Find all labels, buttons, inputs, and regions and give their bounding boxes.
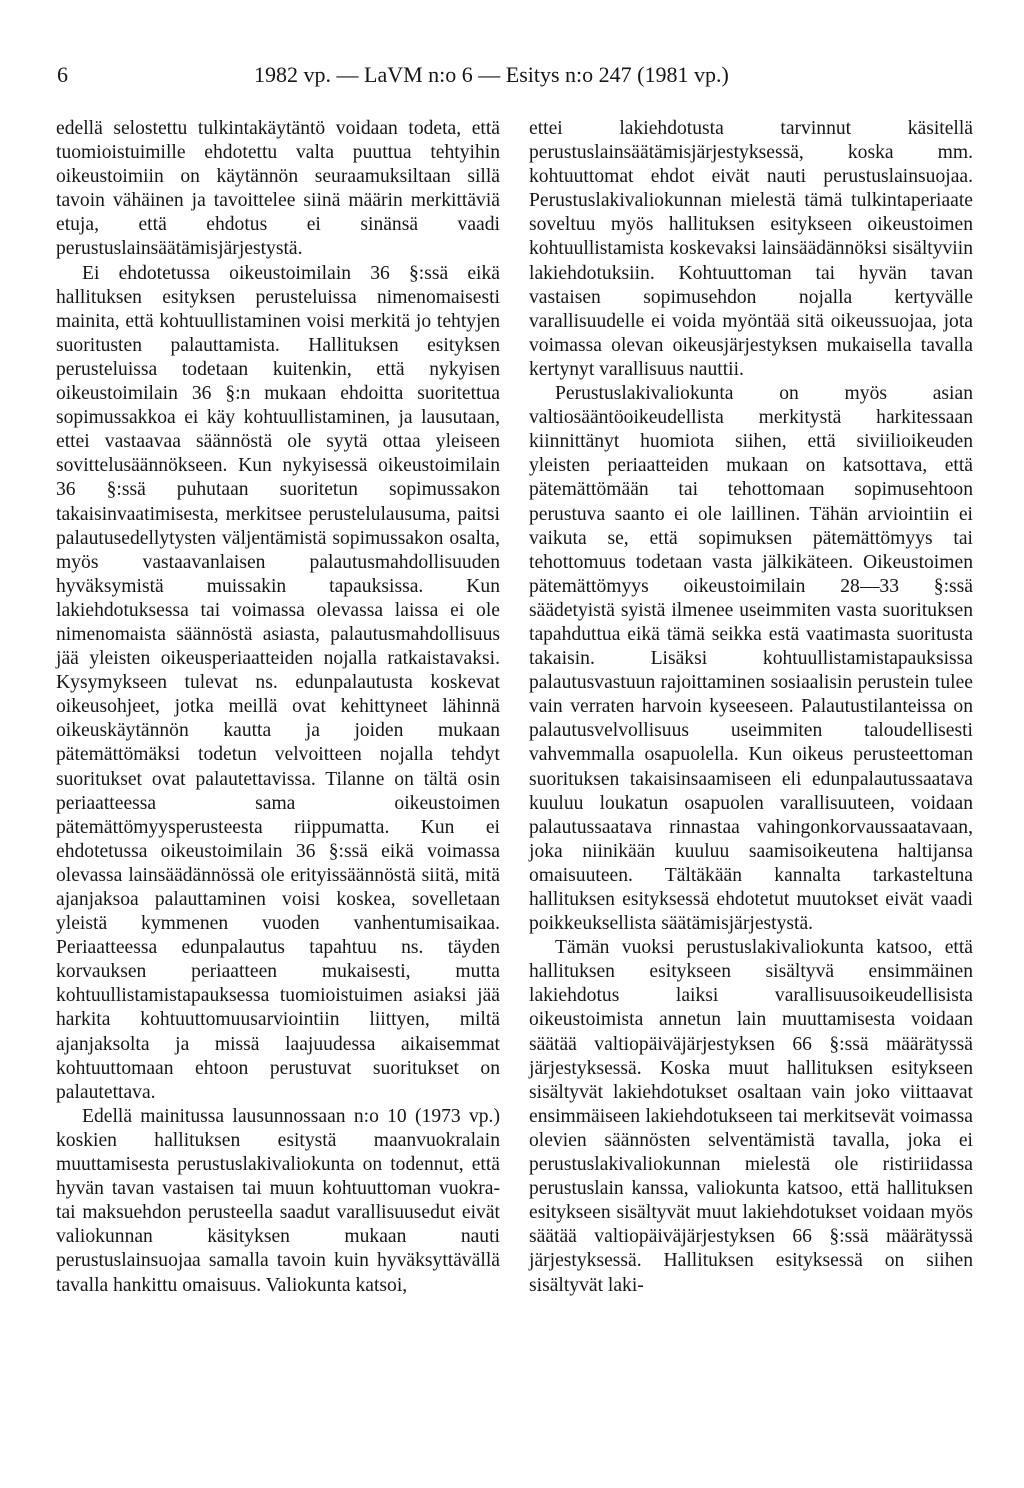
paragraph: Edellä mainitussa lausunnossaan n:o 10 (1973 vp.) koskien hallituksen esitystä maanvuokralain muuttamisesta perustuslakivaliokunta on todennut, että hyvän tavan vastaisen tai muun kohtuuttoman vuokra- tai maksuehdon perusteella saadut varallisuusedut eivät valiokunnan käsityksen mukaan nauti perustuslainsuojaa samalla tavoin kuin hyväksyttävällä tavalla hankittu omaisuus. Valiokunta katsoi, [56, 1105, 500, 1296]
paragraph: Tämän vuoksi perustuslakivaliokunta katsoo, että hallituksen esitykseen sisältyvä ensimmäinen lakiehdotus laiksi varallisuusoikeudellisista oikeustoimista annetun lain muuttamisesta voidaan säätää valtiopäiväjärjestyksen 66 §:ssä määrätyssä järjestyksessä. Koska muut hallituksen esitykseen sisältyvät lakiehdotukset osaltaan vain joko viittaavat ensimmäiseen lakiehdotukseen tai merkitsevät voimassa olevien säännösten selventämistä tavalla, joka ei perustuslakivaliokunnan mielestä ole ristiriidassa perustuslain kanssa, valiokunta katsoo, että hallituksen esitykseen sisältyvät muut lakiehdotukset voidaan myös säätää valtiopäiväjärjestyksen 66 §:ssä määrätyssä järjestyksessä. Hallituksen esityksessä on siihen sisältyvät laki- [529, 937, 973, 1296]
paragraph: Ei ehdotetussa oikeustoimilain 36 §:ssä eikä hallituksen esityksen perusteluissa nimenomaisesti mainita, että kohtuullistaminen voisi merkitä jo tehtyjen suoritusten palauttamista. Hallituksen esityksen perusteluissa todetaan kuitenkin, että nykyisen oikeustoimilain 36 §:n mukaan ehdoitta suoritettua sopimussakkoa ei käy kohtuullistaminen, ja lausutaan, ettei vastaavaa säännöstä ole syytä ottaa yleiseen sovittelusäännökseen. Kun nykyisessä oikeustoimilain 36 §:ssä puhutaan suoritetun sopimussakon takaisinvaatimisesta, merkitsee perustelulausuma, paitsi palautusedellytysten väljentämistä sopimussakon osalta, myös vastaavanlaisen palautusmahdollisuuden hyväksymistä muissakin tapauksissa. Kun lakiehdotuksessa tai voimassa olevassa laissa ei ole nimenomaista säännöstä asiasta, palautusmahdollisuus jää yleisten oikeusperiaatteiden nojalla ratkaistavaksi. Kysymykseen tulevat ns. edunpalautusta koskevat oikeusohjeet, jotka meillä ovat kehittyneet lähinnä oikeuskäytännön kautta ja joiden mukaan pätemättömäksi todetun velvoitteen nojalla tehdyt suoritukset ovat palautettavissa. Tilanne on tältä osin periaatteessa sama oikeustoimen pätemättömyysperusteesta riippumatta. Kun ei ehdotetussa oikeustoimilain 36 §:ssä eikä voimassa olevassa lainsäädännössä ole erityissäännöstä siitä, mitä ajanjaksoa palauttaminen voisi koskea, sovelletaan yleistä kymmenen vuoden vanhentumisaikaa. Periaatteessa edunpalautus tapahtuu ns. täyden korvauksen periaatteen mukaisesti, mutta kohtuullistamistapauksessa tuomioistuimen asiaksi jää harkita kohtuuttomuusarviointiin liittyen, miltä ajanjaksolta ja missä laajuudessa aikaisemmat kohtuuttomaan ehtoon perustuvat suoritukset on palautettava. [56, 262, 500, 1103]
page-number: 6 [57, 62, 68, 87]
left-text-column [56, 117, 500, 1298]
running-header: 1982 vp. — LaVM n:o 6 — Esitys n:o 247 (1981 vp.) [254, 62, 729, 87]
paragraph: Perustuslakivaliokunta on myös asian valtiosääntöoikeudellista merkitystä harkitessaan kiinnittänyt huomiota siihen, että siviilioikeuden yleisten periaatteiden mukaan on katsottava, että pätemättömään tai tehottomaan sopimusehtoon perustuva saanto ei ole laillinen. Tähän arviointiin ei vaikuta se, että sopimuksen pätemättömyys tai tehottomuus todetaan vasta jälkikäteen. Oikeustoimen pätemättömyys oikeustoimilain 28—33 §:ssä säädetyistä syistä ilmenee useimmiten vasta suorituksen tapahduttua eikä tämä seikka estä vaatimasta suoritusta takaisin. Lisäksi kohtuullistamistapauksissa palautusvastuun rajoittaminen sosiaalisin perustein tulee vain verraten harvoin kyseeseen. Palautustilanteissa on palautusvelvollisuus useimmiten taloudellisesti vahvemmalla osapuolella. Kun oikeus perusteettoman suorituksen takaisinsaamiseen eli edunpalautussaatava kuuluu loukatun osapuolen varallisuuteen, voidaan palautussaatava rinnastaa vahingonkorvaussaatavaan, joka niinikään kuuluu saamisoikeutena haltijansa omaisuuteen. Tältäkään kannalta tarkasteltuna hallituksen esityksessä ehdotetut muutokset eivät vaadi poikkeuksellista säätämisjärjestystä. [529, 383, 973, 935]
right-text-column [529, 117, 973, 1298]
paragraph: edellä selostettu tulkintakäytäntö voidaan todeta, että tuomioistuimille ehdotettu valta puuttua tehtyihin oikeustoimiin on käytännön seuraamuksiltaan sillä tavoin vähäinen ja tavoittelee siinä määrin merkittäviä etuja, että ehdotus ei sinänsä vaadi perustuslainsäätämisjärjestystä. [56, 118, 500, 260]
paragraph: ettei lakiehdotusta tarvinnut käsitellä perustuslainsäätämisjärjestyksessä, koska mm. kohtuuttomat ehdot eivät nauti perustuslainsuojaa. Perustuslakivaliokunnan mielestä tämä tulkintaperiaate soveltuu myös hallituksen esitykseen oikeustoimen kohtuullistamista koskevaksi lainsäädännöksi sisältyviin lakiehdotuksiin. Kohtuuttoman tai hyvän tavan vastaisen sopimusehdon nojalla kertyvälle varallisuudelle ei voida myöntää sitä oikeussuojaa, jota voimassa olevan oikeusjärjestyksen mukaisella tavalla kertynyt varallisuus nauttii. [529, 118, 973, 380]
